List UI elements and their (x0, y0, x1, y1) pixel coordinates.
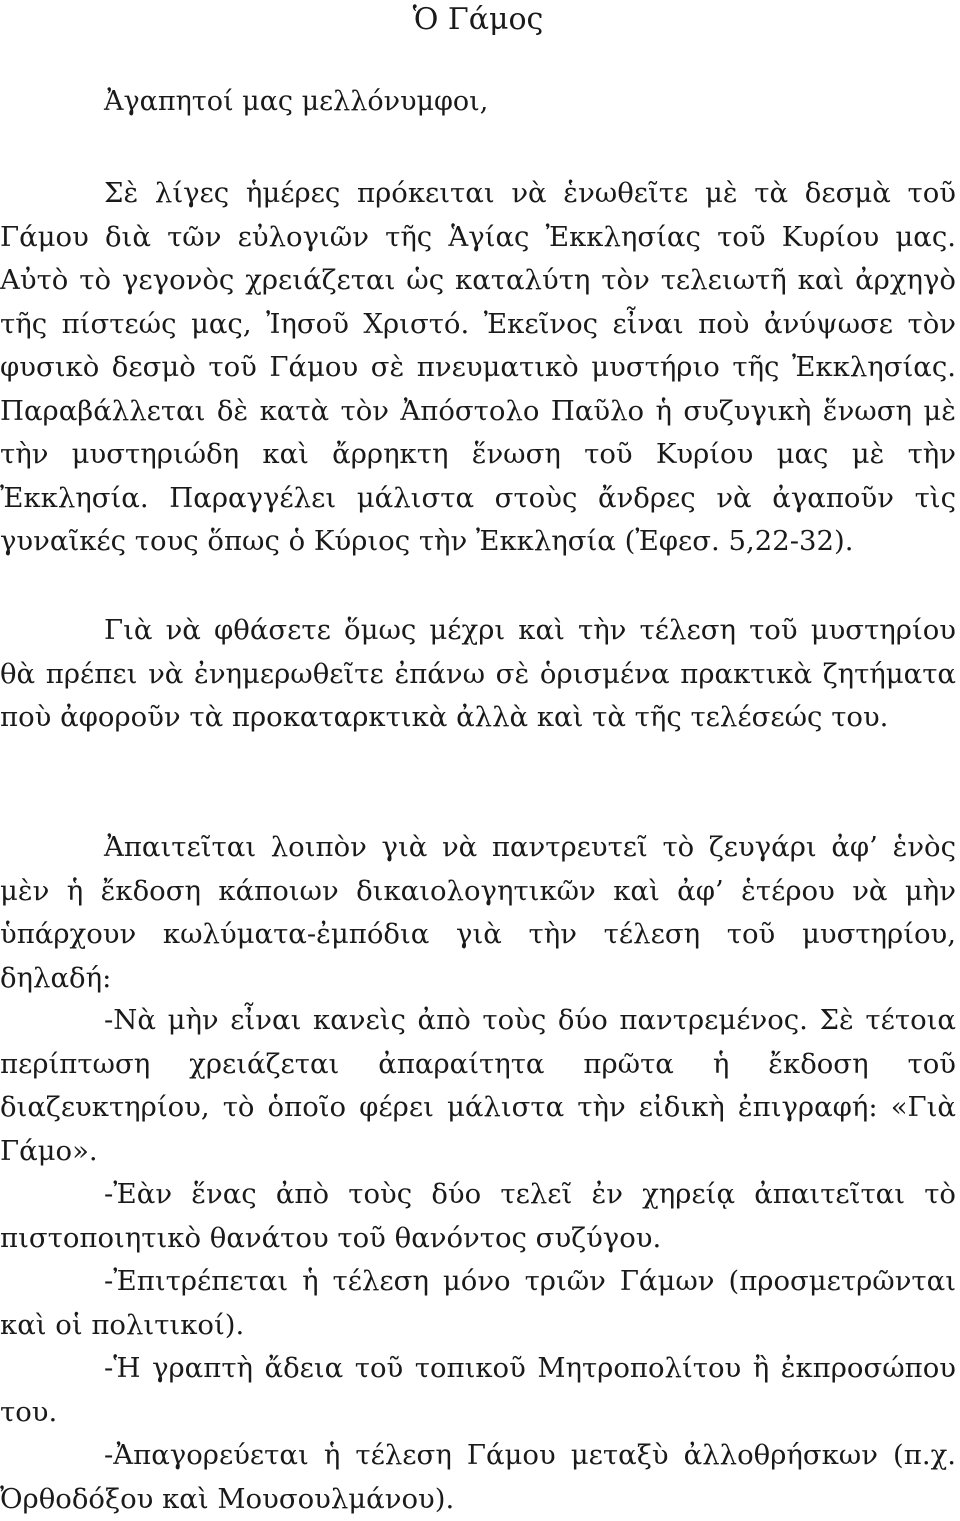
requirement-interfaith-prohibition: -Ἀπαγορεύεται ἡ τέλεση Γάμου μεταξὺ ἀλλοθρήσκων (π.χ. Ὀρθοδόξου καὶ Μουσουλμάνου). (0, 1439, 956, 1515)
paragraph-requirements: Ἀπαιτεῖται λοιπὸν γιὰ νὰ παντρευτεῖ τὸ ζευγάρι ἀφ’ ἑνὸς μὲν ἡ ἔκδοση κάποιων δικαιολογητικῶν καὶ ἀφ’ ἑτέρου νὰ μὴν ὑπάρχουν κωλύματα-ἐμπόδια γιὰ τὴν τέλεση τοῦ μυστηρίου, δηλαδή: (0, 831, 956, 994)
paragraph-preparation: Γιὰ νὰ φθάσετε ὅμως μέχρι καὶ τὴν τέλεση τοῦ μυστηρίου θὰ πρέπει νὰ ἐνημερωθεῖτε ἐπάνω σὲ ὁρισμένα πρακτικὰ ζητήματα ποὺ ἀφοροῦν τὰ προκαταρκτικὰ ἀλλὰ καὶ τὰ τῆς τελέσεώς του. (0, 614, 956, 733)
requirement-widowhood: -Ἐὰν ἕνας ἀπὸ τοὺς δύο τελεῖ ἐν χηρείᾳ ἀπαιτεῖται τὸ πιστοποιητικὸ θανάτου τοῦ θανόντος συζύγου. (0, 1178, 956, 1254)
requirement-three-marriages: -Ἐπιτρέπεται ἡ τέλεση μόνο τριῶν Γάμων (προσμετρῶνται καὶ οἱ πολιτικοί). (0, 1265, 956, 1341)
salutation: Ἀγαπητοί μας μελλόνυμφοι, (104, 86, 489, 117)
requirement-not-married: -Νὰ μὴν εἶναι κανεὶς ἀπὸ τοὺς δύο παντρεμένος. Σὲ τέτοια περίπτωση χρειάζεται ἀπαραίτητα πρῶτα ἡ ἔκδοση τοῦ διαζευκτηρίου, τὸ ὁποῖο φέρει μάλιστα τὴν εἰδικὴ ἐπιγραφή: «Γιὰ Γάμο». (0, 1004, 956, 1167)
paragraph-introduction: Σὲ λίγες ἡμέρες πρόκειται νὰ ἑνωθεῖτε μὲ τὰ δεσμὰ τοῦ Γάμου διὰ τῶν εὐλογιῶν τῆς Ἁγίας Ἐκκλησίας τοῦ Κυρίου μας. Αὐτὸ τὸ γεγονὸς χρειάζεται ὡς καταλύτη τὸν τελειωτῆ καὶ ἀρχηγὸ τῆς πίστεώς μας, Ἰησοῦ Χριστό. Ἐκεῖνος εἶναι ποὺ ἀνύψωσε τὸν φυσικὸ δεσμὸ τοῦ Γάμου σὲ πνευματικὸ μυστήριο τῆς Ἐκκλησίας. Παραβάλλεται δὲ κατὰ τὸν Ἀπόστολο Παῦλο ἡ συζυγικὴ ἕνωση μὲ τὴν μυστηριώδη καὶ ἄρρηκτη ἕνωση τοῦ Κυρίου μας μὲ τὴν Ἐκκλησία. Παραγγέλει μάλιστα στοὺς ἄνδρες νὰ ἀγαποῦν τὶς γυναῖκές τους ὅπως ὁ Κύριος τὴν Ἐκκλησία (Ἐφεσ. 5,22-32). (0, 177, 956, 557)
requirement-metropolitan-permission: -Ἡ γραπτὴ ἄδεια τοῦ τοπικοῦ Μητροπολίτου ἢ ἐκπροσώπου του. (0, 1352, 956, 1428)
document-title: Ὁ Γάμος (412, 2, 544, 37)
